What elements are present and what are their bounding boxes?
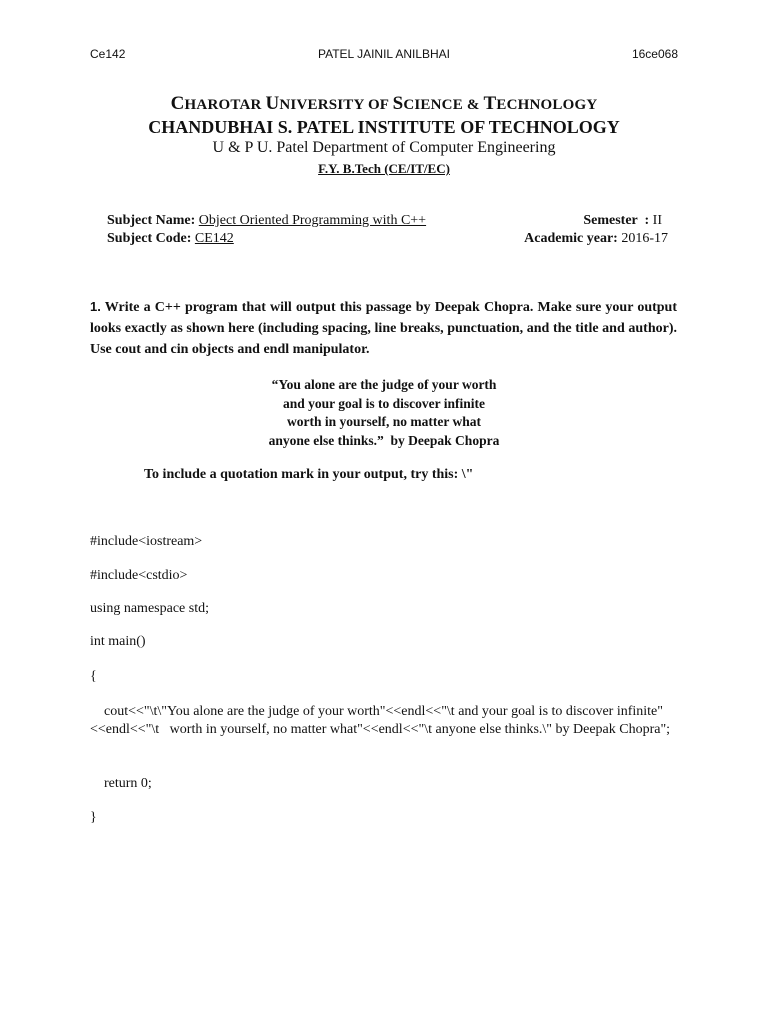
quotation-mark-note: To include a quotation mark in your output, try this: \" (144, 467, 474, 482)
subject-code-value: CE142 (194, 231, 234, 246)
academic-year-label: Academic year: (524, 231, 618, 246)
university-title-cap-4: T (483, 93, 497, 114)
semester-label: Semester : (583, 213, 650, 228)
question-text: Write a C++ program that will output this passage by Deepak Chopra. Make sure your output looks exactly as shown here (including spacing, line breaks, punctuation, and the title and author). Use cout and cin objects and endl manipulator. (90, 300, 678, 357)
quote-line: “You alone are the judge of your worth (271, 377, 497, 392)
university-title-cap-1: C (170, 93, 185, 114)
code-line-close-brace (90, 809, 680, 827)
subject-name-label: Subject Name: (107, 213, 196, 228)
quote-line: worth in yourself, no matter what (287, 414, 481, 429)
university-title (0, 93, 768, 115)
subject-code-row (107, 231, 234, 247)
question-number: 1. (90, 299, 101, 314)
code-text: #include<iostream> (90, 534, 203, 549)
quote-line: anyone else thinks.” by Deepak Chopra (268, 432, 500, 448)
semester-value: II (652, 213, 662, 228)
code-text: int main() (90, 634, 146, 649)
header-course-code: Ce142 (90, 47, 126, 61)
university-title-cap-2: U (265, 93, 280, 114)
code-text: #include<cstdio> (90, 568, 188, 583)
header-student-name: PATEL JAINIL ANILBHAI (317, 47, 451, 61)
quote-line: and your goal is to discover infinite (282, 395, 486, 411)
code-line-cout (90, 703, 680, 739)
code-line-main (90, 633, 680, 651)
code-line-return (90, 775, 680, 793)
code-line-open-brace (90, 668, 680, 686)
code-text: cout<<"\t\"You alone are the judge of your worth"<<endl<<"\t and your goal is to discover infinite"<<endl<<"\t worth in yourself, no matter what"<<endl<<"\t anyone else thinks.\" by Deepak Chopra"; (90, 704, 671, 737)
department-title: U & P U. Patel Department of Computer Engineering (212, 139, 556, 156)
quote-block (0, 376, 768, 450)
code-text: return 0; (90, 776, 152, 791)
code-text: { (90, 669, 97, 684)
subject-name-row (107, 213, 426, 229)
semester-row (583, 213, 662, 229)
code-line-include-iostream (90, 533, 680, 551)
university-title-cap-3: S (392, 93, 404, 114)
academic-year-value: 2016-17 (621, 231, 668, 246)
university-title-rest-3: CIENCE & (403, 97, 484, 113)
header-roll-number: 16ce068 (631, 47, 678, 61)
code-text: using namespace std; (90, 601, 209, 616)
code-text: } (90, 810, 97, 825)
question-1 (90, 296, 677, 360)
university-title-rest-1: HAROTAR (184, 97, 266, 113)
code-line-namespace (90, 600, 680, 618)
code-line-include-cstdio (90, 567, 680, 585)
subject-name-value: Object Oriented Programming with C++ (198, 213, 427, 228)
program-title: F.Y. B.Tech (CE/IT/EC) (318, 161, 450, 176)
academic-year-row (524, 231, 668, 247)
institute-title: CHANDUBHAI S. PATEL INSTITUTE OF TECHNOLOGY (148, 117, 620, 137)
university-title-rest-2: NIVERSITY OF (279, 97, 393, 113)
university-title-rest-4: ECHNOLOGY (496, 97, 598, 113)
subject-code-label: Subject Code: (107, 231, 192, 246)
